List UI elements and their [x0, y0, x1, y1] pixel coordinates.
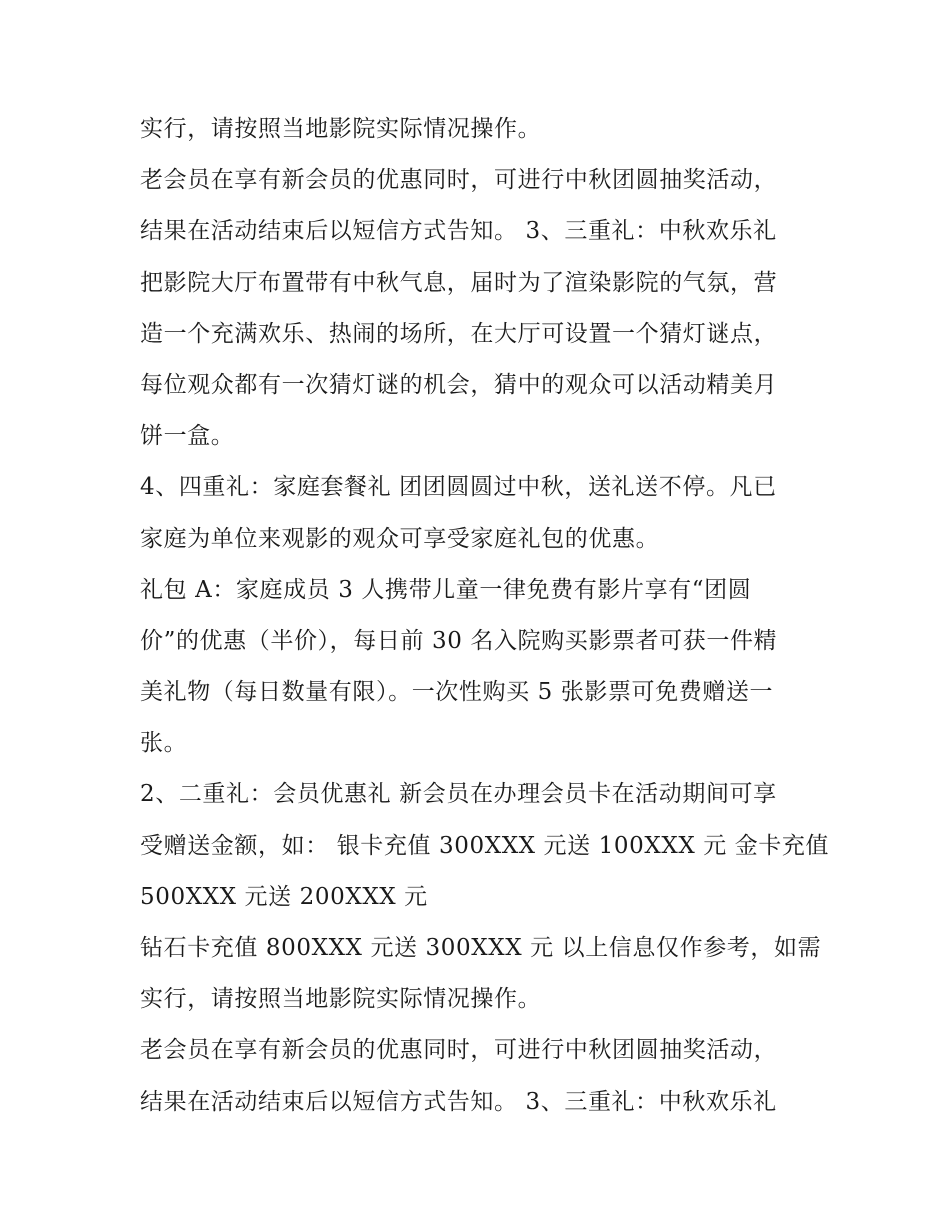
text-line: 实行，请按照当地影院实际情况操作。 [140, 986, 542, 1013]
text-line: 结果在活动结束后以短信方式告知。 3、三重礼：中秋欢乐礼 [140, 218, 777, 245]
text-line: 受赠送金额，如： 银卡充值 300XXX 元送 100XXX 元 金卡充值 [140, 832, 830, 859]
text-line: 把影院大厅布置带有中秋气息，届时为了渲染影院的气氛，营 [140, 269, 778, 296]
text-line: 家庭为单位来观影的观众可享受家庭礼包的优惠。 [140, 525, 660, 552]
text-line: 钻石卡充值 800XXX 元送 300XXX 元 以上信息仅作参考，如需 [140, 935, 822, 961]
text-line: 美礼物（每日数量有限）。一次性购买 5 张影票可免费赠送一 [140, 679, 774, 706]
text-line: 老会员在享有新会员的优惠同时，可进行中秋团圆抽奖活动， [140, 167, 778, 194]
text-line: 结果在活动结束后以短信方式告知。 3、三重礼：中秋欢乐礼 [140, 1088, 777, 1115]
text-line: 2、二重礼：会员优惠礼 新会员在办理会员卡在活动期间可享 [140, 781, 777, 808]
text-line: 价”的优惠（半价），每日前 30 名入院购买影票者可获一件精 [140, 627, 778, 654]
text-line: 饼一盒。 [140, 423, 235, 450]
text-line: 实行，请按照当地影院实际情况操作。 [140, 116, 542, 142]
document-body [140, 104, 830, 1128]
text-line: 张。 [140, 730, 188, 757]
text-line: 造一个充满欢乐、热闹的场所，在大厅可设置一个猜灯谜点， [140, 320, 778, 347]
text-line: 老会员在享有新会员的优惠同时，可进行中秋团圆抽奖活动， [140, 1037, 778, 1064]
text-line: 礼包 A：家庭成员 3 人携带儿童一律免费有影片享有“团圆 [140, 576, 752, 603]
text-line: 每位观众都有一次猜灯谜的机会，猜中的观众可以活动精美月 [140, 371, 778, 398]
text-line: 4、四重礼：家庭套餐礼 团团圆圆过中秋，送礼送不停。凡已 [140, 474, 777, 501]
text-line: 500XXX 元送 200XXX 元 [140, 883, 428, 910]
